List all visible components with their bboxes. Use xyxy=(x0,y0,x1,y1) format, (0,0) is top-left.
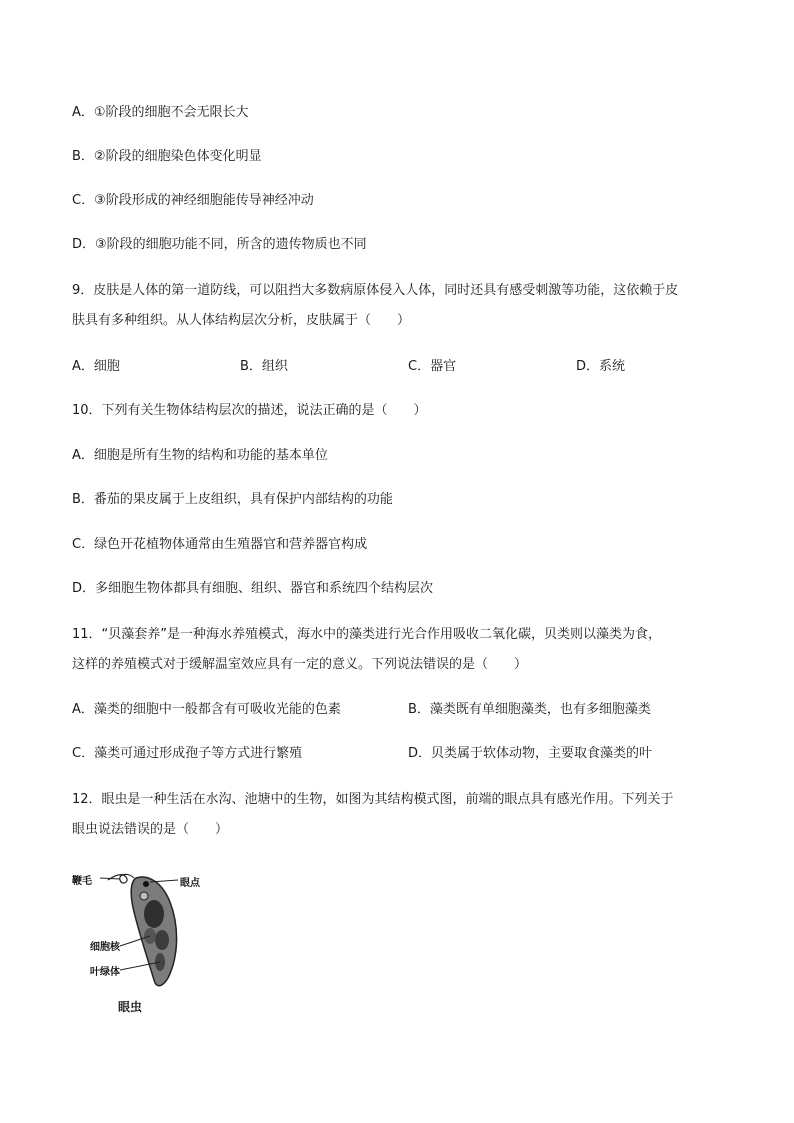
q9-option-b: B．组织 xyxy=(240,359,288,374)
q11-stem-line2: 这样的养殖模式对于缓解温室效应具有一定的意义。下列说法错误的是（ ） xyxy=(72,657,528,672)
q9-option-a: A．细胞 xyxy=(72,359,120,374)
q8-option-a: A．①阶段的细胞不会无限长大 xyxy=(72,105,249,120)
q11-stem-line1: 11．“贝藻套养”是一种海水养殖模式，海水中的藻类进行光合作用吸收二氧化碳，贝类则以藻类为食， xyxy=(72,627,662,642)
q9-option-d: D．系统 xyxy=(576,359,626,374)
q8-option-d: D．③阶段的细胞功能不同，所含的遗传物质也不同 xyxy=(72,237,367,252)
figure-caption: 眼虫 xyxy=(118,1000,143,1014)
q9-option-c: C．器官 xyxy=(408,359,457,374)
q12-stem-line2: 眼虫说法错误的是（ ） xyxy=(72,822,229,837)
label-flagellum: 鞭毛 xyxy=(72,876,92,887)
q8-option-b: B．②阶段的细胞染色体变化明显 xyxy=(72,149,262,164)
q9-stem-line1: 9．皮肤是人体的第一道防线，可以阻挡大多数病原体侵入人体，同时还具有感受刺激等功能，这依赖于皮 xyxy=(72,283,679,298)
q11-option-b: B．藻类既有单细胞藻类，也有多细胞藻类 xyxy=(408,702,651,717)
nucleus-shape xyxy=(144,900,164,928)
q10-option-d: D．多细胞生物体都具有细胞、组织、器官和系统四个结构层次 xyxy=(72,581,434,596)
label-chloroplast: 叶绿体 xyxy=(90,967,120,978)
euglena-figure xyxy=(70,866,240,1016)
q12-stem-line1: 12．眼虫是一种生活在水沟、池塘中的生物，如图为其结构模式图，前端的眼点具有感光作用。下列关于 xyxy=(72,792,674,807)
flagellum-pointer xyxy=(100,878,120,879)
eyespot-shape xyxy=(143,881,149,887)
label-eyespot: 眼点 xyxy=(180,878,200,889)
q10-option-a: A．细胞是所有生物的结构和功能的基本单位 xyxy=(72,448,328,463)
q11-option-a: A．藻类的细胞中一般都含有可吸收光能的色素 xyxy=(72,702,341,717)
q11-option-d: D．贝类属于软体动物，主要取食藻类的叶 xyxy=(408,746,653,761)
q11-option-c: C．藻类可通过形成孢子等方式进行繁殖 xyxy=(72,746,303,761)
q8-option-c: C．③阶段形成的神经细胞能传导神经冲动 xyxy=(72,193,314,208)
q10-stem: 10．下列有关生物体结构层次的描述，说法正确的是（ ） xyxy=(72,403,427,418)
q10-option-c: C．绿色开花植物体通常由生殖器官和营养器官构成 xyxy=(72,537,368,552)
q10-option-b: B．番茄的果皮属于上皮组织，具有保护内部结构的功能 xyxy=(72,492,393,507)
label-nucleus: 细胞核 xyxy=(90,942,120,953)
q9-stem-line2: 肤具有多种组织。从人体结构层次分析，皮肤属于（ ） xyxy=(72,313,411,328)
